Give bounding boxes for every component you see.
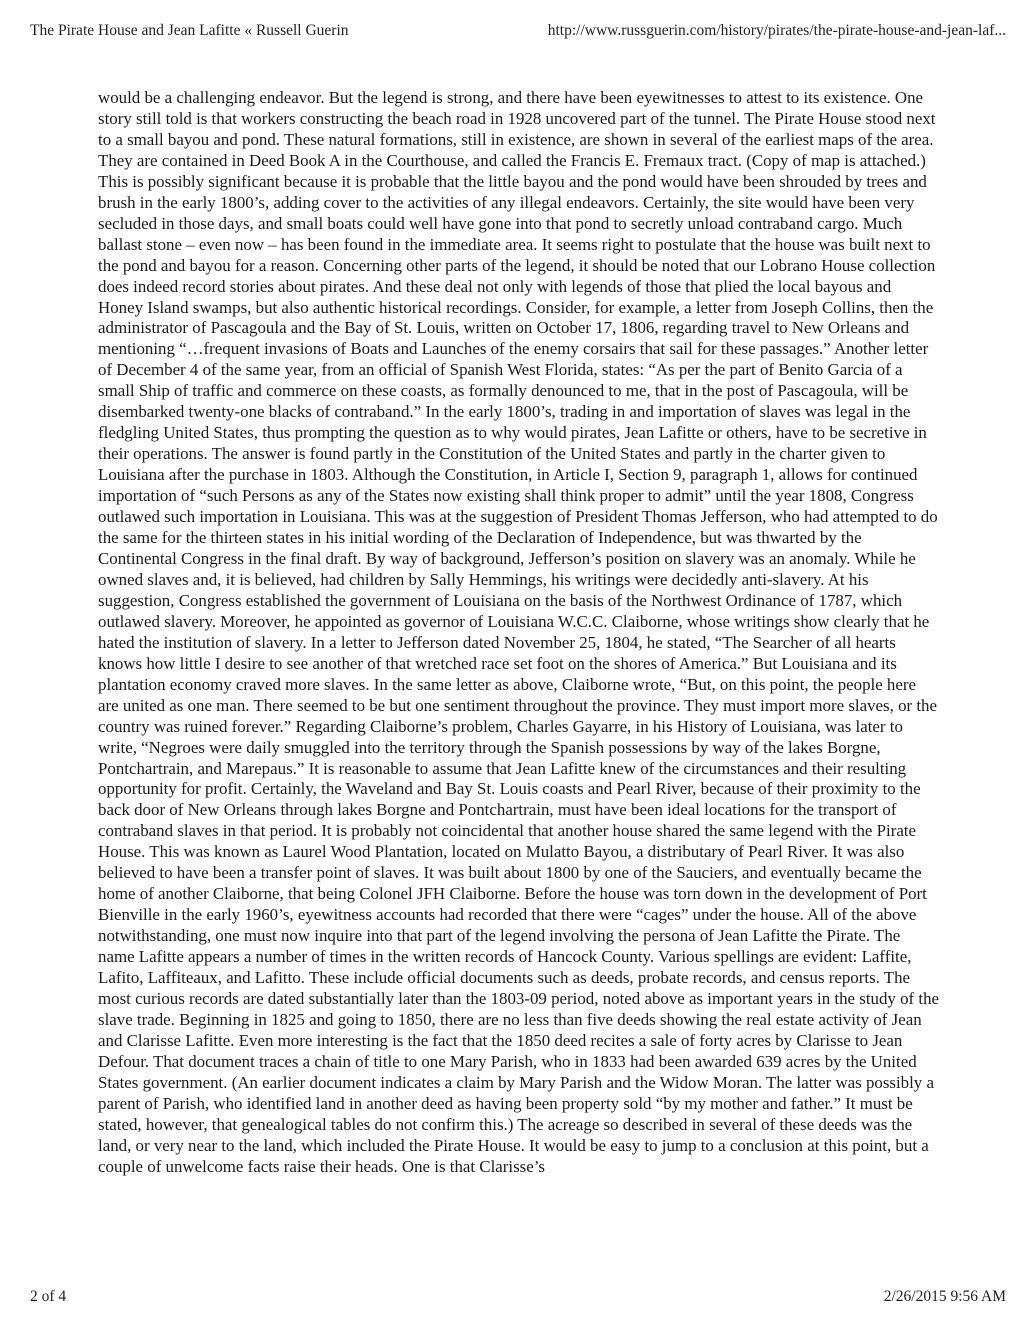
print-header (30, 22, 1006, 46)
page-url: http://www.russguerin.com/history/pirates/the-pirate-house-and-jean-laf... (547, 22, 1006, 39)
page-number: 2 of 4 (30, 1288, 67, 1305)
page-title: The Pirate House and Jean Lafitte « Russell Guerin (30, 22, 349, 39)
print-footer (30, 1288, 1006, 1306)
article-body (98, 88, 940, 1178)
body-paragraph: would be a challenging endeavor. But the legend is strong, and there have been eyewitnesses to attest to its existence. One story still told is that workers constructing the beach road in 1928 uncovered part of the tunnel. The Pirate House stood next to a small bayou and pond. These natural formations, still in existence, are shown in several of the earliest maps of the area. They are contained in Deed Book A in the Courthouse, and called the Francis E. Fremaux tract. (Copy of map is attached.) This is possibly significant because it is probable that the little bayou and the pond would have been shrouded by trees and brush in the early 1800’s, adding cover to the activities of any illegal endeavors. Certainly, the site would have been very secluded in those days, and small boats could well have gone into that pond to secretly unload contraband cargo. Much ballast stone – even now – has been found in the immediate area. It seems right to postulate that the house was built next to the pond and bayou for a reason. Concerning other parts of the legend, it should be noted that our Lobrano House collection does indeed record stories about pirates. And these deal not only with legends of those that plied the local bayous and Honey Island swamps, but also authentic historical recordings. Consider, for example, a letter from Joseph Collins, then the administrator of Pascagoula and the Bay of St. Louis, written on October 17, 1806, regarding travel to New Orleans and mentioning “…frequent invasions of Boats and Launches of the enemy corsairs that sail for these passages.” Another letter of December 4 of the same year, from an official of Spanish West Florida, states: “As per the part of Benito Garcia of a small Ship of traffic and commerce on these coasts, as formally denounced to me, that in the post of Pascagoula, will be disembarked twenty-one blacks of contraband.” In the early 1800’s, trading in and importation of slaves was legal in the fledgling United States, thus prompting the question as to why would pirates, Jean Lafitte or others, have to be secretive in their operations. The answer is found partly in the Constitution of the United States and partly in the charter given to Louisiana after the purchase in 1803. Although the Constitution, in Article I, Section 9, paragraph 1, allows for continued importation of “such Persons as any of the States now existing shall think proper to admit” until the year 1808, Congress outlawed such importation in Louisiana. This was at the suggestion of President Thomas Jefferson, who had attempted to do the same for the thirteen states in his initial wording of the Declaration of Independence, but was thwarted by the Continental Congress in the final draft. By way of background, Jefferson’s position on slavery was an anomaly. While he owned slaves and, it is believed, had children by Sally Hemmings, his writings were decidedly anti-slavery. At his suggestion, Congress established the government of Louisiana on the basis of the Northwest Ordinance of 1787, which outlawed slavery. Moreover, he appointed as governor of Louisiana W.C.C. Claiborne, whose writings show clearly that he hated the institution of slavery. In a letter to Jefferson dated November 25, 1804, he stated, “The Searcher of all hearts knows how little I desire to see another of that wretched race set foot on the shores of America.” But Louisiana and its plantation economy craved more slaves. In the same letter as above, Claiborne wrote, “But, on this point, the people here are united as one man. There seemed to be but one sentiment throughout the province. They must import more slaves, or the country was ruined forever.” Regarding Claiborne’s problem, Charles Gayarre, in his History of Louisiana, was later to write, “Negroes were daily smuggled into the territory through the Spanish possessions by way of the lakes Borgne, Pontchartrain, and Marepaus.” It is reasonable to assume that Jean Lafitte knew of the circumstances and their resulting opportunity for profit. Certainly, the Waveland and Bay St. Louis coasts and Pearl River, because of their proximity to the back door of New Orleans through lakes Borgne and Pontchartrain, must have been ideal locations for the transport of contraband slaves in that period. It is probably not coincidental that another house shared the same legend with the Pirate House. This was known as Laurel Wood Plantation, located on Mulatto Bayou, a distributary of Pearl River. It was also believed to have been a transfer point of slaves. It was built about 1800 by one of the Sauciers, and eventually became the home of another Claiborne, that being Colonel JFH Claiborne. Before the house was torn down in the development of Port Bienville in the early 1960’s, eyewitness accounts had recorded that there were “cages” under the house. All of the above notwithstanding, one must now inquire into that part of the legend involving the persona of Jean Lafitte the Pirate. The name Lafitte appears a number of times in the written records of Hancock County. Various spellings are evident: Laffite, Lafito, Laffiteaux, and Lafitto. These include official documents such as deeds, probate records, and census reports. The most curious records are dated substantially later than the 1803-09 period, noted above as important years in the study of the slave trade. Beginning in 1825 and going to 1850, there are no less than five deeds showing the real estate activity of Jean and Clarisse Lafitte. Even more interesting is the fact that the 1850 deed recites a sale of forty acres by Clarisse to Jean Defour. That document traces a chain of title to one Mary Parish, who in 1833 had been awarded 639 acres by the United States government. (An earlier document indicates a claim by Mary Parish and the Widow Moran. The latter was possibly a parent of Parish, who identified land in another deed as having been property sold “by my mother and father.” It must be stated, however, that genealogical tables do not confirm this.) The acreage so described in several of these deeds was the land, or very near to the land, which included the Pirate House. It would be easy to jump to a conclusion at this point, but a couple of unwelcome facts raise their heads. One is that Clarisse’s (98, 88, 940, 1176)
print-timestamp: 2/26/2015 9:56 AM (883, 1288, 1006, 1305)
